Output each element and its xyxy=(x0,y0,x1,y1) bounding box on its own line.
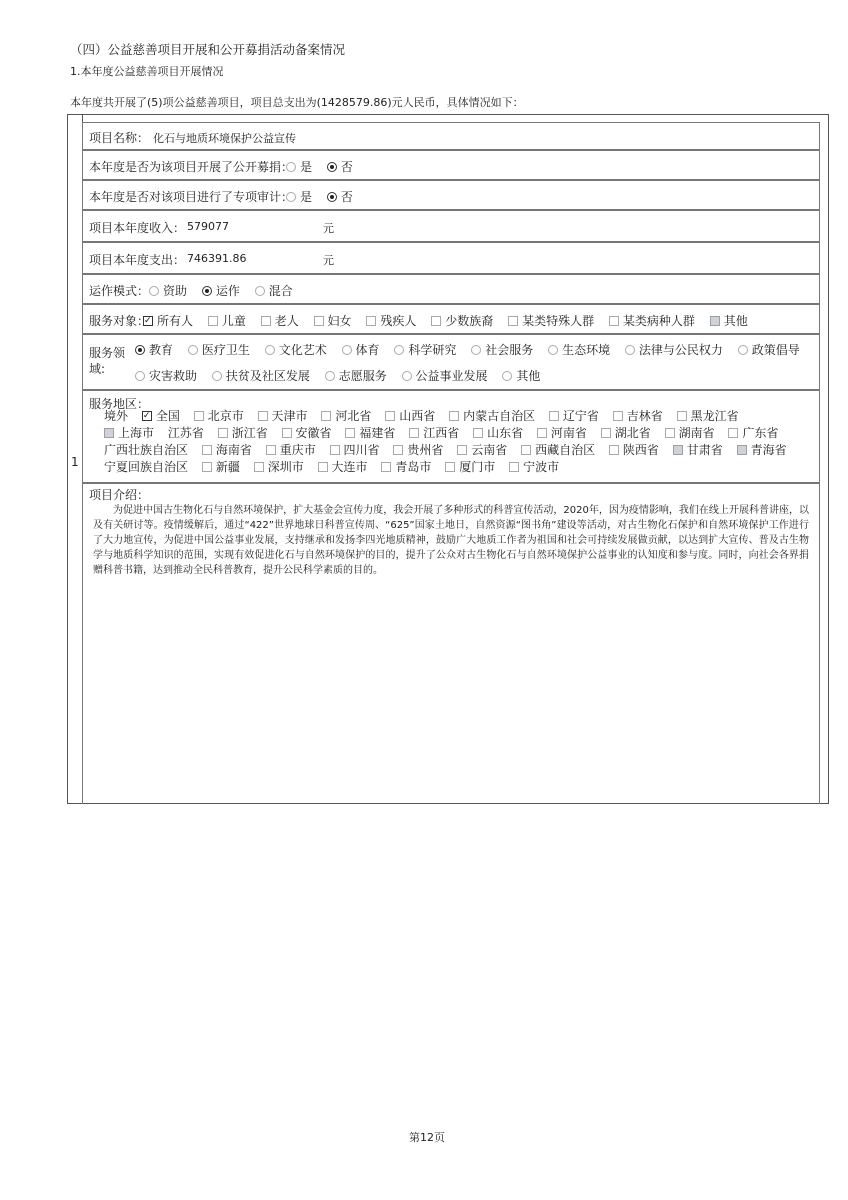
checkbox-icon xyxy=(509,462,519,472)
region-option[interactable]: 广东省 xyxy=(728,425,778,442)
checkbox-icon xyxy=(609,445,619,455)
checkbox-icon xyxy=(508,316,518,326)
project-name-row xyxy=(82,122,820,150)
region-option[interactable]: 陕西省 xyxy=(609,442,659,459)
checkbox-icon xyxy=(549,411,559,421)
region-option[interactable]: 广西壮族自治区 xyxy=(104,443,189,457)
region-option[interactable]: 甘肃省 xyxy=(673,442,723,459)
income-unit: 元 xyxy=(323,222,334,235)
region-option[interactable]: 大连市 xyxy=(318,459,368,476)
region-option-nationwide[interactable]: ✓ 全国 xyxy=(142,408,180,425)
region-option[interactable]: 贵州省 xyxy=(393,442,443,459)
region-label: 服务地区： xyxy=(89,397,150,411)
checkbox-icon xyxy=(330,445,340,455)
checkbox-icon xyxy=(345,428,355,438)
checkbox-icon xyxy=(208,316,218,326)
region-option[interactable]: 西藏自治区 xyxy=(521,442,595,459)
radio-icon xyxy=(135,371,145,381)
checkbox-icon xyxy=(613,411,623,421)
field-option-education[interactable]: 教育 xyxy=(135,341,173,358)
checkbox-checked-icon xyxy=(142,411,152,421)
checkbox-icon xyxy=(314,316,324,326)
region-option[interactable]: 宁夏回族自治区 xyxy=(104,460,189,474)
checkbox-icon xyxy=(537,428,547,438)
target-option-women[interactable]: 妇女 xyxy=(314,312,352,329)
region-option[interactable]: 浙江省 xyxy=(218,425,268,442)
checkbox-icon xyxy=(258,411,268,421)
target-option-disabled[interactable]: 残疾人 xyxy=(366,312,416,329)
region-option[interactable]: 上海市 xyxy=(104,425,154,442)
field-option-ecology[interactable]: 生态环境 xyxy=(548,341,610,358)
radio-icon xyxy=(212,371,222,381)
target-option-special-group[interactable]: 某类特殊人群 xyxy=(508,312,594,329)
checkbox-icon xyxy=(728,428,738,438)
radio-icon xyxy=(188,345,198,355)
field-option-law[interactable]: 法律与公民权力 xyxy=(625,341,723,358)
subsection-title: 1.本年度公益慈善项目开展情况 xyxy=(70,65,224,78)
income-row xyxy=(82,210,820,242)
target-option-other[interactable]: 其他 xyxy=(710,312,748,329)
income-value: 579077 xyxy=(187,220,229,233)
checkbox-icon xyxy=(409,428,419,438)
checkbox-icon xyxy=(710,316,720,326)
mode-option-fund[interactable]: 资助 xyxy=(149,282,187,299)
checkbox-icon xyxy=(609,316,619,326)
region-option[interactable]: 河南省 xyxy=(537,425,587,442)
region-option[interactable]: 云南省 xyxy=(457,442,507,459)
field-option-poverty[interactable]: 扶贫及社区发展 xyxy=(212,367,310,384)
radio-icon xyxy=(502,371,512,381)
checkbox-icon xyxy=(431,316,441,326)
region-option[interactable]: 吉林省 xyxy=(613,408,663,425)
region-options xyxy=(104,408,804,476)
radio-icon xyxy=(342,345,352,355)
mode-label: 运作模式： xyxy=(89,284,150,298)
region-option[interactable]: 河北省 xyxy=(321,408,371,425)
region-option[interactable]: 深圳市 xyxy=(254,459,304,476)
checkbox-icon xyxy=(282,428,292,438)
mode-option-mixed[interactable]: 混合 xyxy=(255,282,293,299)
radio-icon xyxy=(394,345,404,355)
target-label: 服务对象： xyxy=(89,314,150,328)
checkbox-checked-icon xyxy=(143,316,153,326)
checkbox-icon xyxy=(601,428,611,438)
checkbox-icon xyxy=(254,462,264,472)
field-option-science[interactable]: 科学研究 xyxy=(394,341,456,358)
radio-selected-icon xyxy=(327,162,337,172)
region-option[interactable]: 新疆 xyxy=(202,459,240,476)
checkbox-icon xyxy=(673,445,683,455)
checkbox-icon xyxy=(366,316,376,326)
project-name-label: 项目名称： xyxy=(89,131,150,145)
region-option[interactable]: 内蒙古自治区 xyxy=(449,408,535,425)
expense-row xyxy=(82,242,820,274)
radio-icon xyxy=(286,192,296,202)
region-option[interactable]: 海南省 xyxy=(202,442,252,459)
fundraising-option-no[interactable]: 否 xyxy=(327,158,353,175)
region-option[interactable]: 江西省 xyxy=(409,425,459,442)
radio-icon xyxy=(402,371,412,381)
region-option[interactable]: 福建省 xyxy=(345,425,395,442)
field-option-philanthropy[interactable]: 公益事业发展 xyxy=(402,367,488,384)
radio-selected-icon xyxy=(202,286,212,296)
region-option[interactable]: 四川省 xyxy=(330,442,380,459)
region-option[interactable]: 北京市 xyxy=(194,408,244,425)
field-label-line2: 域: xyxy=(89,362,106,376)
checkbox-icon xyxy=(473,428,483,438)
checkbox-icon xyxy=(202,462,212,472)
target-option-children[interactable]: 儿童 xyxy=(208,312,246,329)
public-fundraising-label: 本年度是否为该项目开展了公开募捐： xyxy=(89,160,294,174)
radio-icon xyxy=(325,371,335,381)
field-option-social-service[interactable]: 社会服务 xyxy=(471,341,533,358)
public-fundraising-row xyxy=(82,150,820,180)
field-label-line1: 服务领 xyxy=(89,346,126,360)
region-option-overseas[interactable]: 境外 xyxy=(104,409,129,423)
project-name-value: 化石与地质环境保护公益宣传 xyxy=(153,132,296,145)
target-option-all[interactable]: ✓ 所有人 xyxy=(143,312,193,329)
expense-value: 746391.86 xyxy=(187,252,247,265)
checkbox-icon xyxy=(381,462,391,472)
region-option[interactable]: 湖南省 xyxy=(665,425,715,442)
checkbox-icon xyxy=(266,445,276,455)
checkbox-icon xyxy=(737,445,747,455)
region-option[interactable]: 黑龙江省 xyxy=(677,408,739,425)
radio-icon xyxy=(286,162,296,172)
radio-icon xyxy=(548,345,558,355)
checkbox-icon xyxy=(393,445,403,455)
intro-label: 项目介绍： xyxy=(89,488,150,502)
field-row xyxy=(82,334,820,390)
intro-text: 为促进中国古生物化石与自然环境保护，扩大基金会宣传力度，我会开展了多种形式的科普宣传活动，2020年，因为疫情影响，我们在线上开展科普讲座，以及有关研讨等。疫情缓解后，通过“422”世界地球日科普宣传周、“625”国家土地日，自然资源“图书角”建设等活动，对古生物化石保护和自然环境保护工作进行了大力地宣传，为促进中国公益事业发展，支持继承和发扬李四光地质精神，鼓励广大地质工作者为祖国和社会可持续发展做贡献，以达到扩大宣传、普及古生物学与地质科学知识的范围，实现有效促进化石与自然环境保护的目的，提升了公众对古生物化石与自然环境保护公益事业的认知度和参与度。同时，向社会各界捐赠科普书籍，达到推动全民科普教育，提升公民科学素质的目的。 xyxy=(93,505,809,576)
audit-option-yes[interactable]: 是 xyxy=(286,188,312,205)
expense-unit: 元 xyxy=(323,254,334,267)
field-option-other[interactable]: 其他 xyxy=(502,367,540,384)
mode-option-operate[interactable]: 运作 xyxy=(202,282,240,299)
checkbox-icon xyxy=(104,428,114,438)
audit-row xyxy=(82,180,820,210)
region-option[interactable]: 宁波市 xyxy=(509,459,559,476)
checkbox-icon xyxy=(665,428,675,438)
region-option[interactable]: 安徽省 xyxy=(282,425,332,442)
income-label: 项目本年度收入： xyxy=(89,221,186,235)
field-option-medical[interactable]: 医疗卫生 xyxy=(188,341,250,358)
checkbox-icon xyxy=(194,411,204,421)
radio-selected-icon xyxy=(327,192,337,202)
region-option[interactable]: 重庆市 xyxy=(266,442,316,459)
field-option-policy[interactable]: 政策倡导 xyxy=(738,341,800,358)
checkbox-icon xyxy=(218,428,228,438)
region-option[interactable]: 天津市 xyxy=(258,408,308,425)
page-number: 第12页 xyxy=(409,1131,445,1144)
region-option[interactable]: 青海省 xyxy=(737,442,787,459)
field-option-sports[interactable]: 体育 xyxy=(342,341,380,358)
target-option-elderly[interactable]: 老人 xyxy=(261,312,299,329)
region-option[interactable]: 厦门市 xyxy=(445,459,495,476)
audit-label: 本年度是否对该项目进行了专项审计： xyxy=(89,190,294,204)
field-option-culture[interactable]: 文化艺术 xyxy=(265,341,327,358)
region-option[interactable]: 辽宁省 xyxy=(549,408,599,425)
checkbox-icon xyxy=(261,316,271,326)
row-index: 1 xyxy=(71,455,79,469)
region-option[interactable]: 山东省 xyxy=(473,425,523,442)
radio-icon xyxy=(625,345,635,355)
audit-option-no[interactable]: 否 xyxy=(327,188,353,205)
radio-selected-icon xyxy=(135,345,145,355)
region-option[interactable]: 湖北省 xyxy=(601,425,651,442)
mode-row xyxy=(82,274,820,304)
region-option[interactable]: 青岛市 xyxy=(381,459,431,476)
target-row xyxy=(82,304,820,334)
region-option[interactable]: 山西省 xyxy=(385,408,435,425)
fundraising-option-yes[interactable]: 是 xyxy=(286,158,312,175)
checkbox-icon xyxy=(457,445,467,455)
checkbox-icon xyxy=(385,411,395,421)
checkbox-icon xyxy=(321,411,331,421)
target-option-minority[interactable]: 少数族裔 xyxy=(431,312,493,329)
radio-icon xyxy=(255,286,265,296)
radio-icon xyxy=(149,286,159,296)
region-option[interactable]: 江苏省 xyxy=(167,426,204,440)
checkbox-icon xyxy=(318,462,328,472)
radio-icon xyxy=(738,345,748,355)
checkbox-icon xyxy=(677,411,687,421)
checkbox-icon xyxy=(445,462,455,472)
field-option-disaster[interactable]: 灾害救助 xyxy=(135,367,197,384)
summary-text: 本年度共开展了(5)项公益慈善项目，项目总支出为(1428579.86)元人民币，具体情况如下： xyxy=(70,96,524,109)
section-title: （四）公益慈善项目开展和公开募捐活动备案情况 xyxy=(70,42,346,57)
radio-icon xyxy=(471,345,481,355)
checkbox-icon xyxy=(521,445,531,455)
expense-label: 项目本年度支出： xyxy=(89,253,186,267)
radio-icon xyxy=(265,345,275,355)
target-option-disease-group[interactable]: 某类病种人群 xyxy=(609,312,695,329)
field-option-volunteer[interactable]: 志愿服务 xyxy=(325,367,387,384)
checkbox-icon xyxy=(202,445,212,455)
checkbox-icon xyxy=(449,411,459,421)
